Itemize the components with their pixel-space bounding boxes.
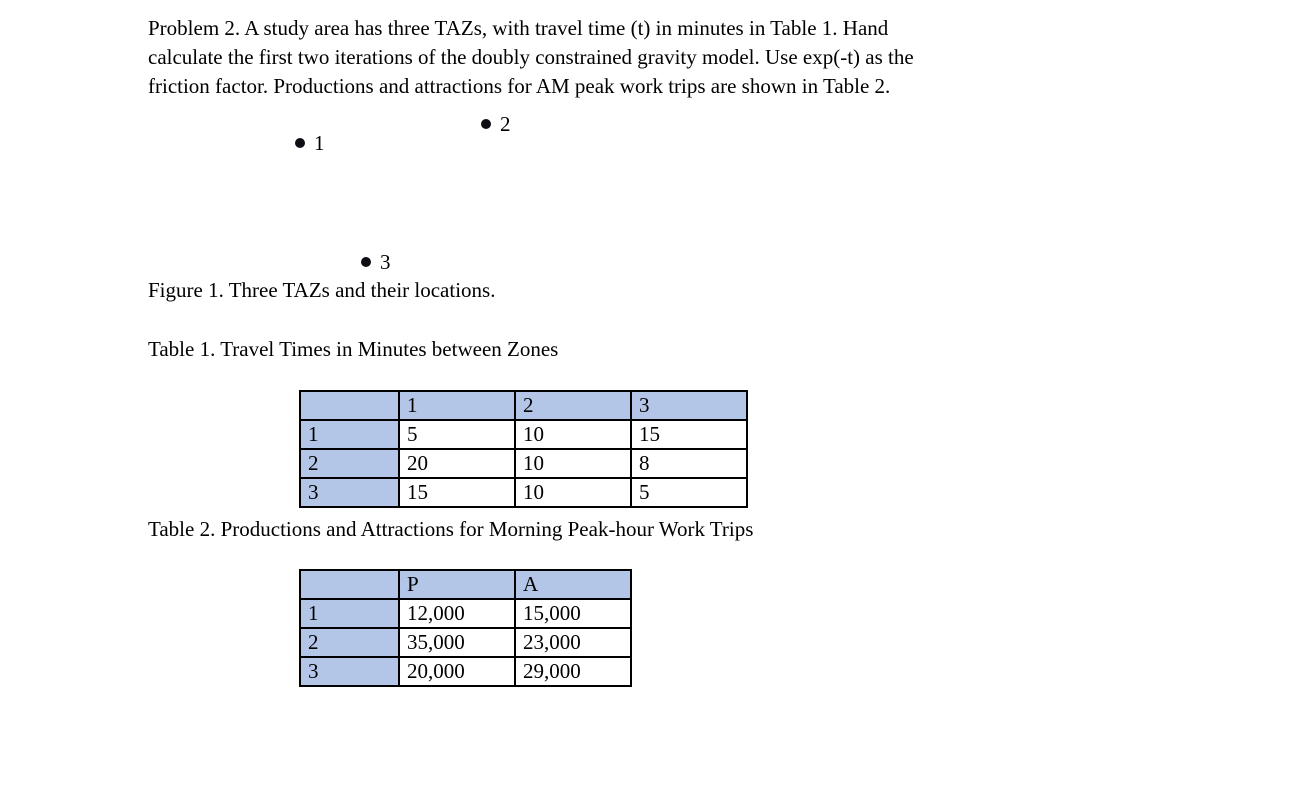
table-cell: 12,000	[399, 599, 515, 628]
table-cell: 20	[399, 449, 515, 478]
taz-point-label: 3	[380, 250, 391, 274]
table1-corner-cell	[300, 391, 399, 420]
taz-point-3	[361, 249, 391, 275]
table-cell: 23,000	[515, 628, 631, 657]
table1-row-label-2: 2	[300, 449, 399, 478]
table1-row-label-3: 3	[300, 478, 399, 507]
productions-attractions-table	[299, 569, 632, 687]
problem-statement-line-3: friction factor. Productions and attractions for AM peak work trips are shown in Table 2.	[148, 74, 891, 98]
table-row	[300, 478, 747, 507]
problem-statement-line-1: Problem 2. A study area has three TAZs, with travel time (t) in minutes in Table 1. Hand	[148, 16, 889, 40]
table-cell: 10	[515, 478, 631, 507]
table-header-row	[300, 570, 631, 599]
table2-col-header-p: P	[399, 570, 515, 599]
travel-times-table	[299, 390, 748, 508]
table1-col-header-1: 1	[399, 391, 515, 420]
table-cell: 5	[399, 420, 515, 449]
taz-dot-icon	[295, 138, 305, 148]
taz-dot-icon	[481, 119, 491, 129]
table-cell: 5	[631, 478, 747, 507]
taz-dot-icon	[361, 257, 371, 267]
table2-row-label-3: 3	[300, 657, 399, 686]
table-cell: 10	[515, 420, 631, 449]
table-cell: 15	[399, 478, 515, 507]
table-cell: 35,000	[399, 628, 515, 657]
table1-row-label-1: 1	[300, 420, 399, 449]
table1-col-header-2: 2	[515, 391, 631, 420]
table-cell: 29,000	[515, 657, 631, 686]
table2-caption: Table 2. Productions and Attractions for Morning Peak-hour Work Trips	[148, 517, 754, 541]
table1-col-header-3: 3	[631, 391, 747, 420]
table2-col-header-a: A	[515, 570, 631, 599]
problem-statement	[148, 14, 914, 101]
table-cell: 10	[515, 449, 631, 478]
taz-point-2	[481, 111, 511, 137]
table2-row-label-1: 1	[300, 599, 399, 628]
table-row	[300, 657, 631, 686]
table1-caption: Table 1. Travel Times in Minutes between Zones	[148, 337, 559, 361]
table-cell: 15	[631, 420, 747, 449]
taz-point-1	[295, 130, 325, 156]
table-cell: 15,000	[515, 599, 631, 628]
table-row	[300, 628, 631, 657]
table2-row-label-2: 2	[300, 628, 399, 657]
problem-statement-line-2: calculate the first two iterations of the doubly constrained gravity model. Use exp(-t) as the	[148, 45, 914, 69]
table-row	[300, 599, 631, 628]
taz-point-label: 2	[500, 112, 511, 136]
table2-corner-cell	[300, 570, 399, 599]
table-row	[300, 420, 747, 449]
table-cell: 8	[631, 449, 747, 478]
table-cell: 20,000	[399, 657, 515, 686]
table-row	[300, 449, 747, 478]
table-header-row	[300, 391, 747, 420]
figure-caption: Figure 1. Three TAZs and their locations.	[148, 278, 496, 302]
taz-point-label: 1	[314, 131, 325, 155]
